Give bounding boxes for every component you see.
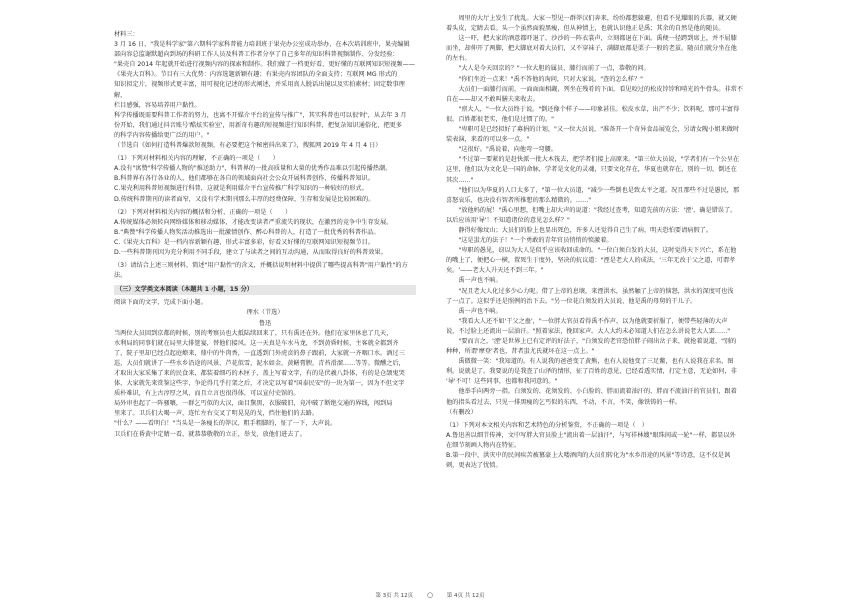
story-line: 质朴难识，有上古淳厚之风，而且立言也很得体，可以宣付史馆的。 (114, 390, 300, 398)
story-line: "大人是今天回京的？"一位大胆的属员，膝行而前了一点，恭敬的问。 (446, 65, 650, 73)
question-line: （2）下列对材料相关内容的概括和分析，正确的一项是（ ） (114, 208, 292, 216)
story-line: 这一吓，把大家的酒意都吓退了，沙沙的一阵衣裳声，立刻都退在下面。禹便一径跨到席上，并不屈膝 (446, 35, 737, 43)
story-line: 当两位大员回到京都的时候，别的考察员也大抵陆续回来了，只有禹还在外。他们在家里休息了几天， (114, 329, 393, 337)
question-line: C.《果壳大百科》是一档内容新颖有趣，形式丰富多彩，好看又好懂的互联网知识短视频节目。 (114, 238, 374, 246)
story-line: "这是蚩尤的法子！"一个勇敢的青年官员悄悄的愤激着。 (446, 237, 613, 245)
story-line: 很。百姓都很老实，他们是过惯了的。" (446, 115, 555, 123)
story-line: 禹一声也不响。 (446, 307, 502, 315)
story-line: 了，院子里却已经点起庭燎来，鼎中的牛肉香，一直透到门外虎贲的鼻子跟前，大家就一齐咽口水。酒过三 (114, 349, 405, 357)
story-line: "卑职的愚见，窃以为大人是似乎应该收回成命的。"一位白须白发的大员，这时觉得天下兴亡，系在他 (446, 247, 737, 255)
right-page-number: 第 4页 共 12页 (446, 593, 485, 599)
story-line: 着头皮，定睛去看。头一个虽然面貌黑瘦，但从神情上，也就认识他正是禹；其余的自然是他的随员。 (446, 25, 725, 33)
question-line: 法。 (114, 272, 127, 280)
story-line: 其次……" (446, 176, 474, 184)
story-line: "放他妈的屁！"禹心里想，但嘴上却大声的说道："我经过查考，知道先前的方法：'湮'，确是错误了。 (446, 206, 737, 214)
story-line: "况且老大人化过多少心力呢。借了上帝的息壤，来湮洪水，虽然触了上帝的恼怒，洪水的深度可也浅 (446, 287, 734, 295)
question-line: B.第一段中，洪灾中的民间疾苦被篡豪上大喽酒肉的大员们转化为"水乡沿途的风景"等诗意，这不仅是讽 (446, 452, 731, 460)
question-line: A.传统媒体必须转向网络媒体和移动媒体，才能改变读者严重流失的现状，在激烈的竞争中生存发展。 (114, 218, 393, 226)
story-line: "这很好。"禹说着，向他弯一弯腰。 (446, 146, 557, 154)
story-line: 了一点了。这似乎还是照例的治下去。"另一位花白须发的大员说，他是禹的母舅的干儿子。 (446, 297, 697, 305)
page-divider-icon: ○ (426, 591, 434, 599)
story-line: 的嘴上了，便把心一横，置死生于度外，坚决的抗议道："湮是老大人的成法，'三年无改于父之道，可谓孝 (446, 257, 736, 265)
question-line: B.科普界有各行各业的人，他们都够在各自的领域面向社会公众开展科普创作，传播科普知识。 (114, 175, 374, 183)
story-line: 才取出大家采集了来的民食来，都装着细巧的木匣子，盖上写着文字，有的是伏羲八卦体，有的是仓颉鬼哭 (114, 370, 405, 377)
story-line: （有删改） (446, 408, 477, 416)
story-continued-block (446, 14, 770, 418)
story-line: 种种，所谓'摩登'者也，昔者蚩尤氏就坏在这一点上。" (446, 348, 595, 356)
question-line: 刺，更表达了忧愤。 (446, 462, 502, 470)
question-1-block (114, 154, 416, 204)
story-line: 局外审也起了一阵骚嚷，一群乞丐似的大汉，面目黧黑，衣服破旧，竟冲破了断绝交通的界线，闯到局 (114, 400, 393, 408)
story-line: 他的指头看过去，只见一排黑瘦的乞丐似的东西，不动，不言，不笑，像铁铸的一样。 (446, 398, 682, 406)
question-line: （3）请结合上述三则材料，简述"用户黏性"的含义，并概括说明材料中提供了哪些提高科普"用户黏性"的方 (114, 262, 408, 270)
text-line: 栏目感强，容易培养用户黏性。 (114, 101, 201, 109)
story-line: 装表演，来看的可以多一点。" (446, 136, 530, 144)
story-line: "我看大人还不如'干父之蛊'，"一位胖大官员看得禹不作声，以为他就要折服了，便带些轻薄的大声 (446, 317, 728, 325)
question-line: 在细节刻画人物内在特征。 (446, 441, 521, 449)
story-line: 大员们一面膝行而前，一面面面相觑，列坐在残肴的下面，看见咬过的松皮饽饽和啃光的牛骨头。非常不 (446, 85, 743, 93)
question-line: A.没有"寓赞"科学传播人物的"推送助力"，科普界的一批高质量和大量的优秀作品难以引起传播热潮。 (114, 165, 392, 173)
page-footer (0, 591, 860, 600)
story-line: 利。说就是了。我要说的是我查了山泽的情形，征了百姓的意见，已经看透实情，打定主意，无论如何，非 (446, 368, 737, 376)
story-line: 的左右。 (446, 55, 471, 63)
story-line: 里来了。卫兵们大喝一声，连忙左右交叉了明晃晃的戈，挡住他们的去路。 (114, 410, 319, 418)
story-line: 喜怒哀乐，也决没有智者所推想的那么精微的。……" (446, 196, 592, 204)
story-line: 巡，大员们就讲了一些水乡沿途的风景，芦花似雪，泥水如金，黄鳝膏腴，青苔滑溜……等等。微醺之后， (114, 359, 405, 367)
question-line: D.传统科普期刊的读者面窄，又没有学术期刊那么丰厚的经费保障，生存和发展是比较困难的。 (114, 195, 375, 203)
question-3-block (114, 261, 416, 281)
story-line: "禀大人，"一位大员终于说。"倒还像个样子——印象甚佳。松皮水草，出产不少；饮料呢，那可丰富得 (446, 105, 740, 113)
question-line: C.果壳利用科普短视频进行科普，这就是利用媒介平台宣传推广科学知识的一种较好的形式。 (114, 185, 368, 193)
text-line: "果壳自 2014 年起就开始进行视频内容的探索和制作。我们做了一档更好看、更好懂的互联网知识短视频—— (114, 61, 415, 69)
story-line: 禹一声也不响。 (446, 277, 502, 285)
story-line: 静得好像坟山；大员们的脸上也显出死色，许多人还觉得自己生了病，明天恐怕要请病假了。 (446, 226, 713, 234)
text-line: 份开始，我们通过抖音账号'酷炫实验室'，用新奇有趣的短视频进行知识科普，把复杂知识通俗化，把更多 (114, 121, 403, 129)
story-line: "他们以为华夏的人口太多了，"第一位大员道，"减少一些倒也是致太平之道。况且那些不过是愚民，那 (446, 186, 740, 194)
section-header: （三）文学类文本阅读（本题共 1 小题，15 分） (114, 285, 416, 295)
text-line: 的科学内容传播给更广泛的用户。" (114, 131, 210, 139)
story-line: '导'不可！这些同事，也都和我同意的。" (446, 378, 558, 386)
story-line: 周里的大厅上发生了扰乱。大家一望见一群莽汉们奔来，纷纷都想躲避，但看不见耀眼的兵器，就又硬 (446, 15, 737, 22)
story-line: 说，不过脸上还流出一层油汗。"照着家法，挽回家声。大人大约未必知道人们在怎么讲说老大人罢……" (446, 327, 731, 335)
story-question-1-block (446, 421, 770, 471)
story-line: 以后应该用'导'！不知道诸位的意见怎么样？" (446, 216, 570, 224)
question-line: A.鲁迅善以细节传神，文中写胖大官员脸上"流出着一层油汗"，与写祥林嫂"眼珠间或一轮"一样，都显以外 (446, 431, 736, 439)
text-line: 材料三： (114, 31, 139, 38)
story-line: 他举手向两旁一指。白须发的、花须发的、小白脸的、胖而流着油汗的、胖而不流油汗的官员们，跟着 (446, 388, 737, 396)
story-author: 鲁迅 (258, 319, 272, 327)
story-line: 自在——却又不敢叫膳夫来收去。 (446, 95, 539, 103)
question-line: B."典赞"科学传播人物奖活动推选出一批激情创作、醉心科普的人，打造了一批优秀的科普作品。 (114, 228, 380, 236)
story-line: 而坐，却伸开了两脚，把大脚底对着大员们，又不穿袜子，满脚底都是栗子一般的老茧。随员们就分坐在他 (446, 45, 737, 53)
story-line: "要而言之，'湮'是世界上已有定评的好法子，"白须发的老官恐怕胖子闹出岔子来，就抢着说道，"别的 (446, 338, 737, 345)
story-text-block (114, 329, 416, 440)
text-line: （节选自《如何打造科普爆款短视频，有必要把这个秘密抖出来了》，搜狐网 2019 年 4 月 4 日） (114, 142, 382, 150)
story-line: 禹微微一笑："我知道的。有人说我的爸爸变了黄熊，也有人说他变了三足鳖，也有人说我在求名，图 (446, 358, 734, 366)
text-line: 科学传播既需要科普工作者的努力，也离不开媒介平台的宣传与推广"，其实科普也可以很'时'，从去年 3 月 (114, 111, 407, 119)
question-line: （1）下列对本文相关内容和艺术特色的分析鉴赏，不正确的一项是（ ） (446, 421, 648, 429)
reading-intro: 阅读下面的文字，完成下面小题。 (114, 299, 207, 307)
story-line: 卫兵们在昏黄中定睛一看，就恭恭敬敬的立正，举戈，放他们进去了。 (114, 430, 306, 438)
text-line: 部向容总监谢默超向到场的科研工作人员及科普工作者分享了自己多年的知识科普视频制作、分发经验： (114, 51, 399, 59)
question-line: D.一些科普期刊因为充分利用不同手段，建立了与读者之间的互动沟通，从而取得良好的科普效果。 (114, 248, 387, 256)
story-line: "卑职可是已经拟好了募捐的计划，"又一位大员说，"准备开一个奇异食品展览会，另请女隗小姐来做时 (446, 126, 740, 134)
text-line: 《果壳大百科》。节目有三大优势：内容选题新颖有趣；有果壳内容团队的全面支持；互联网 MG 形式的 (114, 71, 398, 79)
story-line: "什么？——看明白！"当头是一条瘦长的莽汉，粗手粗脚的，怔了一下，大声说。 (114, 420, 337, 428)
story-line: 矣。'——老大人升天还不到三年。" (446, 267, 544, 275)
text-line: 3 月 16 日，"我是科学家"第六期科学家科普能力培训班于果壳办公室成功举办，在本次培训班中，果壳编辑 (114, 41, 410, 49)
right-page (430, 0, 860, 608)
left-page-number: 第 3页 共 12页 (375, 593, 414, 599)
question-2-block (114, 208, 416, 258)
story-title: 理水（节选） (246, 309, 284, 317)
story-line: 水利局的同事们就在局里大排筵宴，替他们接风。这一天真是车水马龙，不到黄昏时候，主客就全都到齐 (114, 339, 399, 347)
text-line: 知识拟定片，视频形式更丰富，用可视化记述的形式阐述，并采用真人脱话出镜以及实拍素材；固定数事理解， (114, 81, 405, 99)
story-line: "不过第一要紧的是赶快派一批大木筏去，把学者们接上高原来。"第三位大员说，"学者们有一个公呈在 (446, 156, 740, 164)
question-line: （1）下列对材料相关内容的理解，不正确的一项是（ ） (114, 155, 279, 163)
story-line: 这里，他们以为文化是一国的命脉，学者是文化的灵魂，只要文化存在，华夏也就存在，别的一切，倒还在 (446, 166, 737, 174)
story-line: 体，大家就先来赏鉴这些字，争论得几乎打架之后，才决定以写着"国泰民安"的一块为第一，因为不但文字 (114, 380, 405, 388)
material-three-block (114, 30, 416, 151)
story-line: "你们坐近一点来！"禹不答他的询问，只对大家说。"查的怎么样？" (446, 75, 644, 83)
